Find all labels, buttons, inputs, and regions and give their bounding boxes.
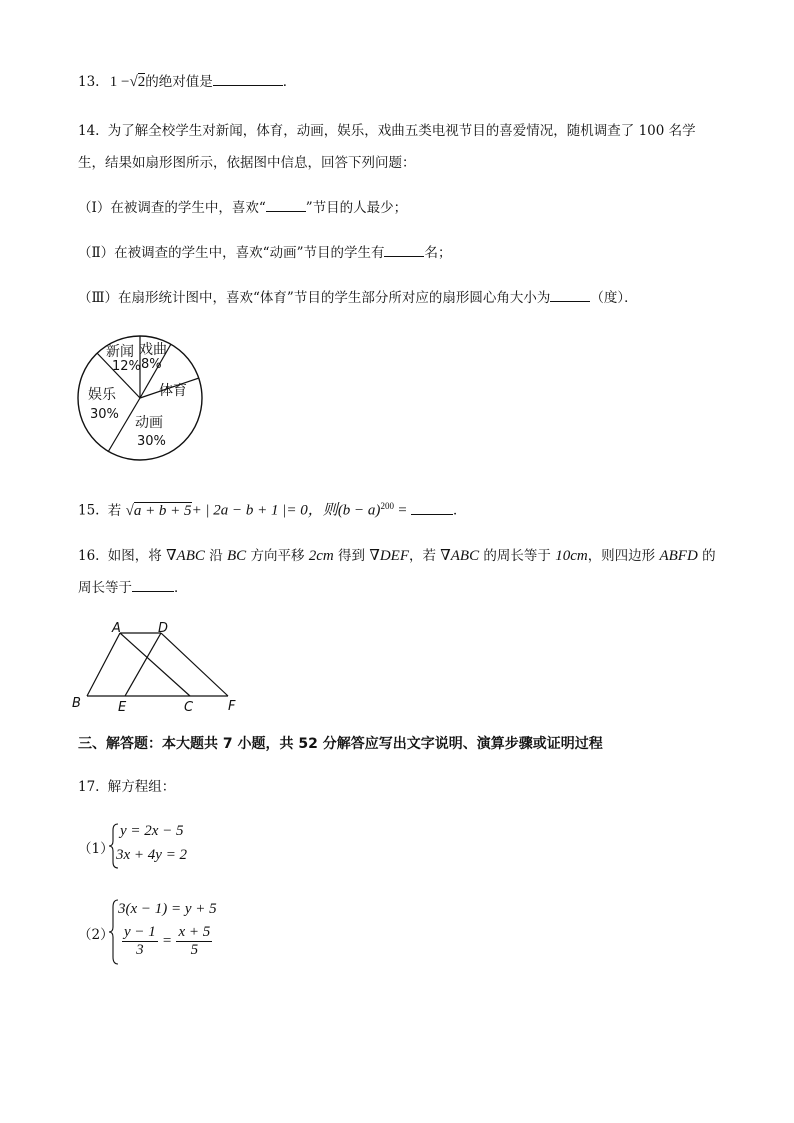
q16-text-g: ，则四边形 bbox=[587, 548, 656, 564]
q17-system-1 bbox=[78, 822, 278, 870]
point-D: D bbox=[158, 621, 169, 636]
q14-line-1 bbox=[78, 122, 696, 140]
q13-number: 13. bbox=[78, 74, 100, 90]
q14-text-line1: 为了解全校学生对新闻，体育，动画，娱乐，戏曲五类电视节目的喜爱情况，随机调查了 100 名学 bbox=[107, 123, 696, 139]
q17-title: 解方程组： bbox=[107, 779, 176, 795]
q16-tri2: ∇DEF bbox=[369, 548, 409, 564]
sys2-label: （2） bbox=[78, 927, 114, 943]
q13-sqrt: √2 bbox=[129, 74, 146, 90]
sys1-eq1: y = 2x − 5 bbox=[120, 823, 184, 839]
pie-label-donghua: 动画 bbox=[135, 415, 163, 431]
q15-sqrt: √a + b + 5 bbox=[125, 502, 192, 519]
point-C: C bbox=[184, 700, 194, 714]
q14-line-2 bbox=[78, 154, 416, 172]
q15-prefix: 若 bbox=[107, 502, 122, 519]
q15-end: ． bbox=[453, 502, 467, 519]
sys1-eq2: 3x + 4y = 2 bbox=[116, 847, 188, 863]
q13-end: ． bbox=[282, 74, 297, 90]
q16-tri3: ∇ABC bbox=[440, 548, 480, 564]
q13-expr-prefix: 1 − bbox=[109, 74, 130, 90]
q14-part-1 bbox=[78, 199, 407, 217]
q16-line2-end: ． bbox=[174, 580, 188, 596]
pie-pct-donghua: 30% bbox=[137, 434, 166, 449]
sys2-eq1: 3(x − 1) = y + 5 bbox=[118, 901, 217, 917]
q14-part1-suffix: ”节目的人最少； bbox=[305, 200, 408, 216]
q14-pie-chart bbox=[74, 332, 208, 466]
q14-part2-suffix: 名； bbox=[424, 245, 452, 261]
q14-part3-prefix: （Ⅲ）在扇形统计图中，喜欢“体育”节目的学生部分所对应的扇形圆心角大小为 bbox=[78, 290, 551, 306]
q15-equals: = bbox=[398, 502, 407, 519]
sys2-eq2 bbox=[122, 924, 212, 959]
pie-pct-xiqu: 8% bbox=[141, 357, 162, 372]
q14-part3-suffix: （度）． bbox=[590, 290, 638, 306]
q16-quad: ABFD bbox=[659, 548, 698, 564]
q15-answer-blank[interactable] bbox=[411, 502, 453, 515]
q15-exponent: 200 bbox=[380, 501, 394, 511]
pie-label-yule: 娱乐 bbox=[88, 387, 116, 403]
q14-part2-blank[interactable] bbox=[384, 244, 424, 257]
q14-part1-blank[interactable] bbox=[266, 199, 306, 212]
q14-part1-prefix: （I）在被调查的学生中，喜欢“ bbox=[78, 200, 266, 216]
sys2-eq-sign: = bbox=[162, 933, 172, 949]
q16-tri1: ∇ABC bbox=[166, 548, 205, 564]
pie-label-xinwen: 新闻 bbox=[106, 344, 134, 360]
q16-dist: 2cm bbox=[308, 548, 334, 564]
point-E: E bbox=[118, 700, 127, 714]
pie-label-xiqu: 戏曲 bbox=[139, 342, 167, 358]
q14-part-3 bbox=[78, 289, 638, 307]
q17-title-line bbox=[78, 778, 175, 796]
sys2-frac-left-num: y − 1 bbox=[124, 924, 156, 940]
q14-part-2 bbox=[78, 244, 451, 262]
question-13 bbox=[78, 73, 296, 91]
question-15 bbox=[78, 497, 467, 520]
q15-radicand: a + b + 5 bbox=[133, 502, 192, 519]
q16-text-e: ，若 bbox=[408, 548, 436, 564]
sys2-frac-right bbox=[176, 924, 212, 959]
pie-pct-yule: 30% bbox=[90, 407, 119, 422]
q16-text-c: 方向平移 bbox=[250, 548, 305, 564]
q16-perim: 10cm bbox=[555, 548, 588, 564]
q14-text-line2: 生，结果如扇形图所示，依据图中信息，回答下列问题： bbox=[78, 155, 416, 171]
q16-answer-blank[interactable] bbox=[132, 579, 174, 592]
sys2-frac-right-num: x + 5 bbox=[178, 924, 211, 940]
q16-line-1 bbox=[78, 547, 716, 565]
q16-figure bbox=[68, 618, 248, 714]
q17-system-2 bbox=[78, 898, 298, 968]
q16-text-h: 的 bbox=[702, 548, 716, 564]
q13-radicand: 2 bbox=[137, 74, 146, 90]
q15-middle: + | 2a − b + 1 |= 0，则 bbox=[191, 502, 338, 519]
section-3-heading: 三、解答题：本大题共 7 小题，共 52 分解答应写出文字说明、演算步骤或证明过程 bbox=[78, 736, 603, 752]
q16-bc: BC bbox=[226, 548, 247, 564]
q17-number: 17. bbox=[78, 779, 100, 795]
q13-answer-blank[interactable] bbox=[213, 73, 283, 86]
seg-DF bbox=[161, 633, 228, 696]
point-F: F bbox=[228, 699, 236, 714]
seg-AB bbox=[87, 633, 120, 696]
sys2-frac-right-den: 5 bbox=[190, 942, 199, 958]
q16-text-line2: 周长等于 bbox=[78, 580, 132, 596]
q16-text-f: 的周长等于 bbox=[483, 548, 551, 564]
sys2-frac-left-den: 3 bbox=[136, 942, 144, 958]
q16-text-a: 如图，将 bbox=[107, 548, 162, 564]
q13-text: 的绝对值是 bbox=[145, 74, 213, 90]
pie-pct-xinwen: 12% bbox=[112, 359, 141, 374]
pie-label-tiyu: 体育 bbox=[159, 383, 187, 399]
q15-number: 15. bbox=[78, 502, 100, 519]
q14-part2-prefix: （Ⅱ）在被调查的学生中，喜欢“动画”节目的学生有 bbox=[78, 245, 385, 261]
q16-line-2 bbox=[78, 579, 188, 597]
point-A: A bbox=[112, 621, 121, 636]
q15-base: (b − a) bbox=[337, 502, 381, 519]
q14-number: 14. bbox=[78, 123, 100, 139]
q16-text-b: 沿 bbox=[209, 548, 223, 564]
point-B: B bbox=[72, 696, 81, 711]
sys2-frac-left bbox=[122, 924, 158, 959]
q16-number: 16. bbox=[78, 548, 100, 564]
q16-text-d: 得到 bbox=[338, 548, 366, 564]
sys1-label: （1） bbox=[78, 841, 114, 857]
q14-part3-blank[interactable] bbox=[550, 289, 590, 302]
